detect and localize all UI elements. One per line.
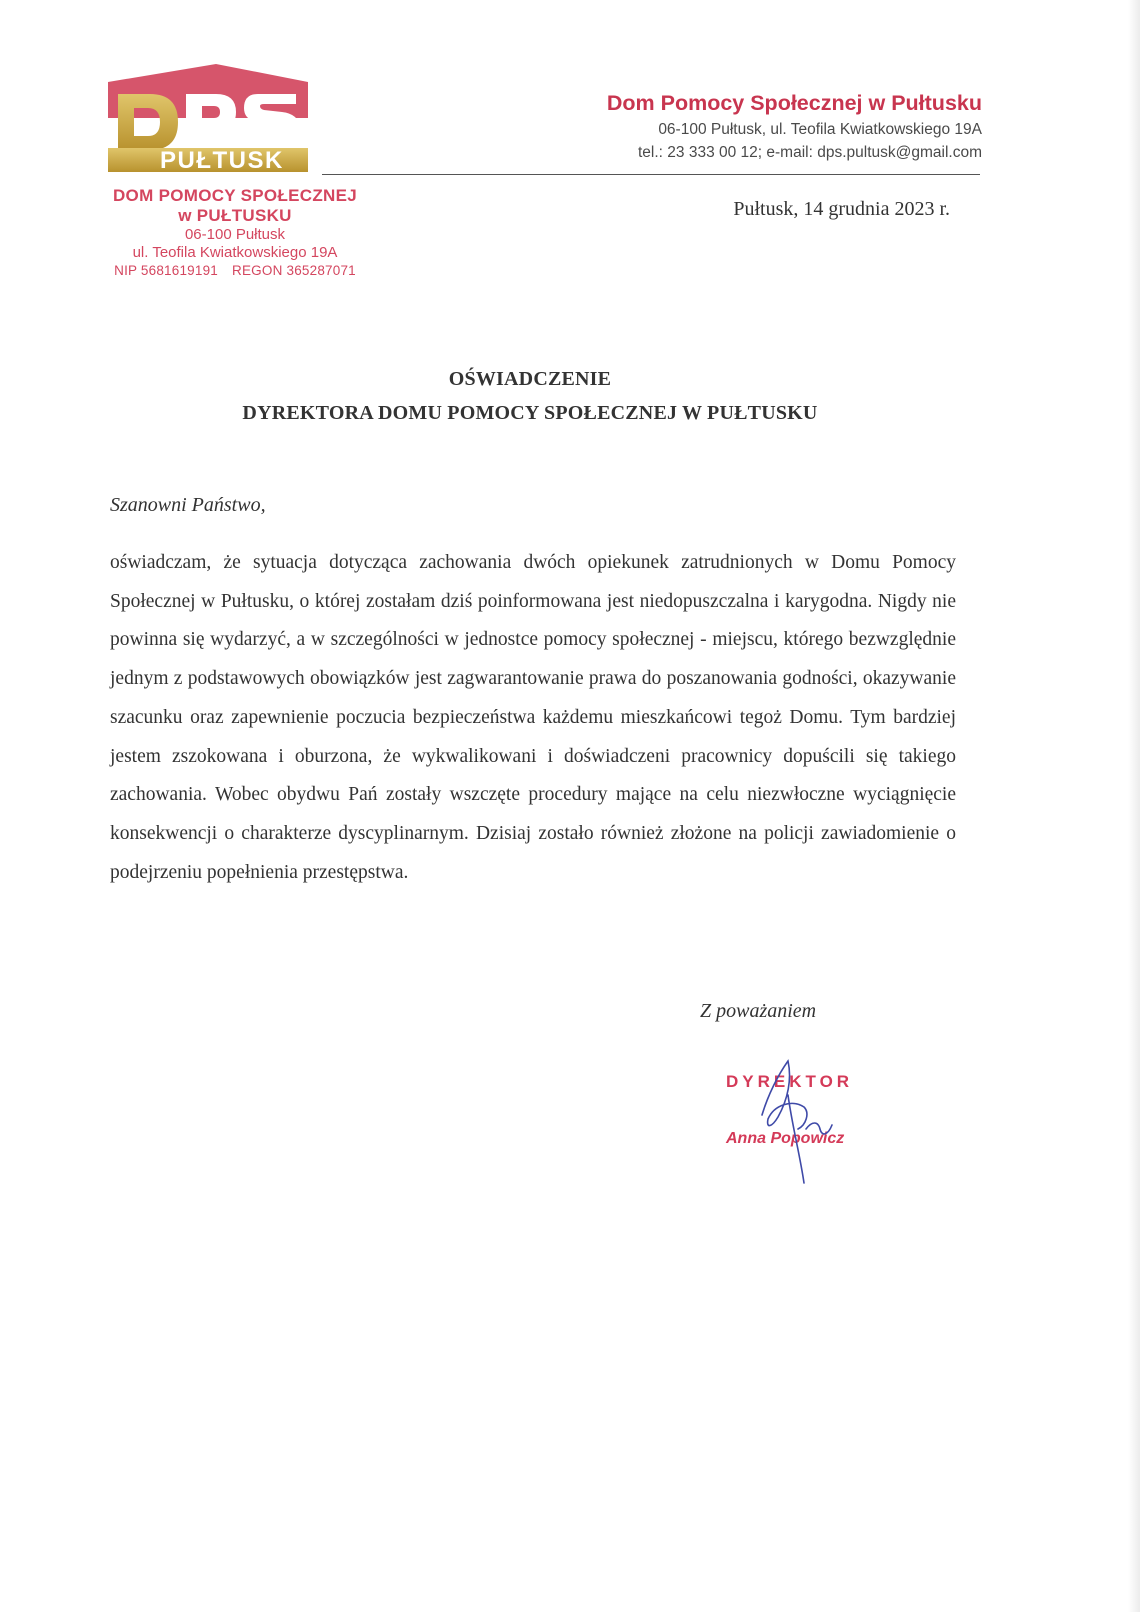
signature-name: Anna Popowicz bbox=[726, 1130, 845, 1147]
stamp-line4: ul. Teofila Kwiatkowskiego 19A bbox=[132, 244, 338, 261]
document-title bbox=[0, 362, 1060, 430]
closing: Z poważaniem bbox=[700, 1000, 817, 1022]
title-line2: DYREKTORA DOMU POMOCY SPOŁECZNEJ W PUŁTUSKU bbox=[242, 402, 818, 424]
stamp-nip: NIP 5681619191 bbox=[114, 263, 219, 278]
organization-stamp bbox=[100, 186, 370, 280]
page-edge bbox=[1128, 0, 1140, 1612]
stamp-line1: DOM POMOCY SPOŁECZNEJ bbox=[112, 186, 358, 205]
stamp-regon: REGON 365287071 bbox=[232, 263, 356, 278]
logo-roof bbox=[108, 64, 308, 118]
organization-address: 06-100 Pułtusk, ul. Teofila Kwiatkowskiego 19A bbox=[658, 121, 982, 138]
logo-letter-s bbox=[242, 94, 300, 150]
signature-title: DYREKTOR bbox=[726, 1072, 854, 1091]
stamp-line3: 06-100 Pułtusk bbox=[184, 226, 286, 243]
organization-name: Dom Pomocy Społecznej w Pułtusku bbox=[606, 91, 982, 115]
stamp-line2: w PUŁTUSKU bbox=[178, 206, 292, 225]
greeting: Szanowni Państwo, bbox=[110, 494, 266, 516]
organization-contact: tel.: 23 333 00 12; e-mail: dps.pultusk@gmail.com bbox=[638, 144, 982, 161]
statement-body: oświadczam, że sytuacja dotycząca zachowania dwóch opiekunek zatrudnionych w Domu Pomocy Społecznej w Pułtusku, o której zostałam dziś poinformowana jest niedopuszczalna i karygodna. Nigdy nie powinna się wydarzyć, a w szczególności w jednostce pomocy społecznej - miejscu, którego bezwzględnie jednym z podstawowych obowiązków jest zagwarantowanie prawa do poszanowania godności, okazywanie szacunku oraz zapewnienie poczucia bezpieczeństwa każdemu mieszkańcowi tegoż Domu. Tym bardziej jestem zszokowana i oburzona, że wykwalikowani i doświadczeni pracownicy dopuścili się takiego zachowania. Wobec obydwu Pań zostały wszczęte procedury mające na celu niezwłoczne wyciągnięcie konsekwencji o charakterze dyscyplinarnym. Dzisiaj zostało również złożone na policji zawiadomienie o podejrzeniu popełnienia przestępstwa. bbox=[110, 552, 956, 883]
handwritten-signature bbox=[748, 1055, 848, 1185]
letterhead bbox=[607, 88, 982, 164]
logo-letter-p bbox=[186, 94, 236, 150]
logo-letter-d bbox=[118, 94, 178, 150]
dps-logo bbox=[108, 64, 318, 174]
letterhead-divider bbox=[322, 174, 980, 175]
title-line1: OŚWIADCZENIE bbox=[448, 368, 612, 390]
stamp-ids bbox=[100, 262, 370, 280]
logo-wordmark: PUŁTUSK bbox=[160, 147, 284, 174]
letter-date: Pułtusk, 14 grudnia 2023 r. bbox=[733, 198, 950, 220]
